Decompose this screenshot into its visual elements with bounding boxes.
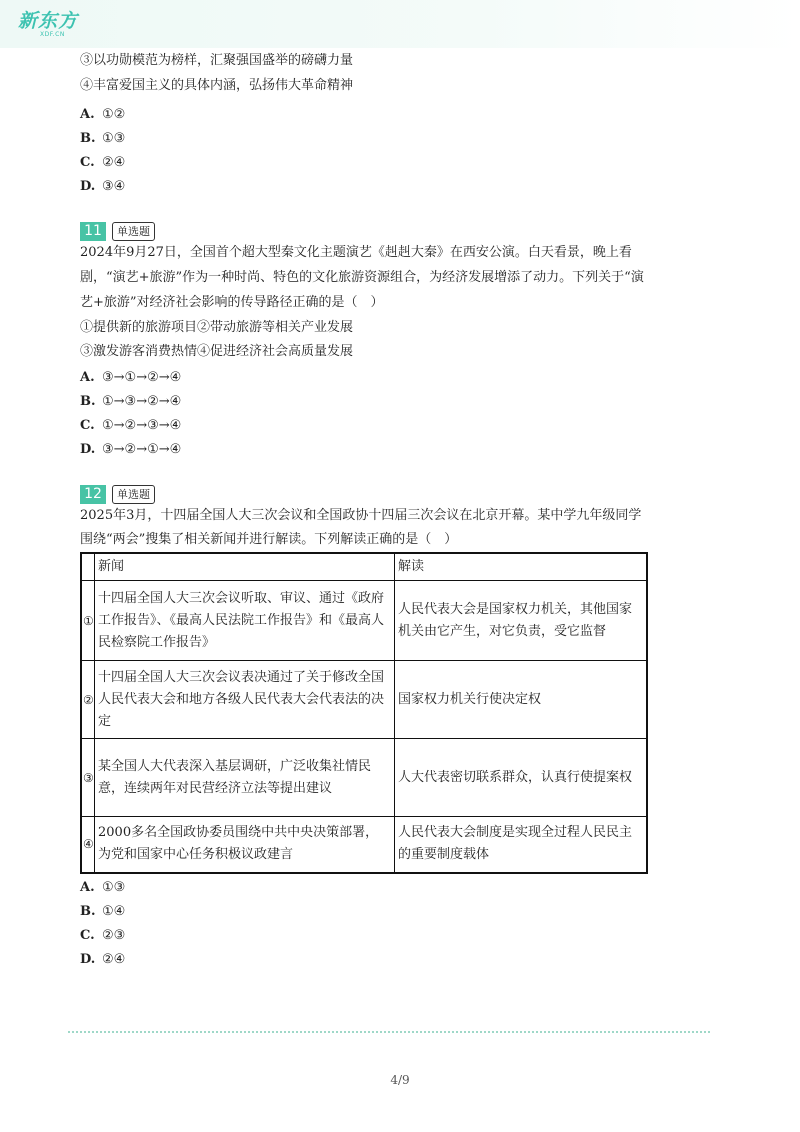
q10-statement-4: ④丰富爱国主义的具体内涵，弘扬伟大革命精神 xyxy=(80,78,354,93)
table-cell-blank xyxy=(81,553,95,581)
q10-option-a[interactable] xyxy=(80,106,125,124)
q11-option-a[interactable] xyxy=(80,369,181,387)
q11-stem-line-2: 剧，“演艺+旅游”作为一种时尚、特色的文化旅游资源组合，为经济发展增添了动力。下列关于“演 xyxy=(80,270,644,285)
q10-option-c[interactable] xyxy=(80,154,125,172)
table-row xyxy=(81,739,647,817)
q12-stem-line-1: 2025年3月，十四届全国人大三次会议和全国政协十四届三次会议在北京开幕。某中学九年级同学 xyxy=(80,508,642,523)
option-letter: C. xyxy=(80,418,95,433)
xdf-logo xyxy=(18,10,88,44)
row-index: ① xyxy=(81,581,95,661)
question-number-badge: 12 xyxy=(80,485,106,504)
option-letter: D. xyxy=(80,952,96,967)
news-interpretation-table xyxy=(80,552,648,874)
header-band xyxy=(0,0,800,48)
q12-option-c[interactable] xyxy=(80,927,125,945)
option-text: ①③ xyxy=(102,880,126,895)
news-cell: 2000多名全国政协委员围绕中共中央决策部署，为党和国家中心任务积极议政建言 xyxy=(95,817,395,873)
row-index: ④ xyxy=(81,817,95,873)
option-text: ③④ xyxy=(102,179,126,194)
question-type-badge: 单选题 xyxy=(112,222,155,241)
q11-stem-line-1: 2024年9月27日，全国首个超大型秦文化主题演艺《赳赳大秦》在西安公演。白天看景，晚上看 xyxy=(80,245,632,260)
news-cell: 某全国人大代表深入基层调研，广泛收集社情民意，连续两年对民营经济立法等提出建议 xyxy=(95,739,395,817)
option-text: ②③ xyxy=(102,928,126,943)
q11-option-c[interactable] xyxy=(80,417,181,435)
option-text: ①② xyxy=(102,107,126,122)
option-letter: B. xyxy=(80,131,96,146)
option-letter: C. xyxy=(80,928,95,943)
table-row xyxy=(81,817,647,873)
q12-option-d[interactable] xyxy=(80,951,125,969)
news-cell: 十四届全国人大三次会议表决通过了关于修改全国人民代表大会和地方各级人民代表大会代表法的决定 xyxy=(95,661,395,739)
option-letter: A. xyxy=(80,370,95,385)
option-letter: B. xyxy=(80,904,96,919)
q12-stem-line-2: 围绕“两会”搜集了相关新闻并进行解读。下列解读正确的是（ ） xyxy=(80,532,458,547)
interpretation-cell: 人大代表密切联系群众，认真行使提案权 xyxy=(395,739,648,817)
question-type-badge: 单选题 xyxy=(112,485,155,504)
option-letter: C. xyxy=(80,155,95,170)
news-cell: 十四届全国人大三次会议听取、审议、通过《政府工作报告》、《最高人民法院工作报告》和《最高人民检察院工作报告》 xyxy=(95,581,395,661)
option-letter: A. xyxy=(80,107,95,122)
table-header-row xyxy=(81,553,647,581)
option-text: ①→③→②→④ xyxy=(102,394,182,409)
logo-subtext: XDF.CN xyxy=(40,31,65,38)
option-text: ①③ xyxy=(102,131,126,146)
q11-stem-line-3: 艺+旅游”对经济社会影响的传导路径正确的是（ ） xyxy=(80,295,384,310)
table-header-news: 新闻 xyxy=(95,553,395,581)
table-row xyxy=(81,581,647,661)
q11-statements-1-2: ①提供新的旅游项目②带动旅游等相关产业发展 xyxy=(80,320,354,335)
option-text: ①④ xyxy=(102,904,126,919)
option-letter: D. xyxy=(80,179,96,194)
option-letter: B. xyxy=(80,394,96,409)
page-number: 4/9 xyxy=(390,1073,410,1087)
interpretation-cell: 人民代表大会是国家权力机关，其他国家机关由它产生，对它负责，受它监督 xyxy=(395,581,648,661)
table-header-interpretation: 解读 xyxy=(395,553,648,581)
option-text: ③→①→②→④ xyxy=(102,370,182,385)
q11-option-b[interactable] xyxy=(80,393,181,411)
option-text: ②④ xyxy=(102,155,126,170)
option-text: ③→②→①→④ xyxy=(102,442,182,457)
q12-option-b[interactable] xyxy=(80,903,125,921)
option-letter: D. xyxy=(80,442,96,457)
q10-statement-3: ③以功勋模范为榜样，汇聚强国盛举的磅礴力量 xyxy=(80,53,354,68)
q12-option-a[interactable] xyxy=(80,879,125,897)
q11-option-d[interactable] xyxy=(80,441,181,459)
logo-text: 新东方 xyxy=(18,10,79,32)
option-letter: A. xyxy=(80,880,95,895)
q10-option-d[interactable] xyxy=(80,178,125,196)
q10-option-b[interactable] xyxy=(80,130,125,148)
row-index: ② xyxy=(81,661,95,739)
interpretation-cell: 国家权力机关行使决定权 xyxy=(395,661,648,739)
option-text: ①→②→③→④ xyxy=(102,418,182,433)
table-row xyxy=(81,661,647,739)
interpretation-cell: 人民代表大会制度是实现全过程人民民主的重要制度载体 xyxy=(395,817,648,873)
q11-statements-3-4: ③激发游客消费热情④促进经济社会高质量发展 xyxy=(80,344,354,359)
question-number-badge: 11 xyxy=(80,222,106,241)
row-index: ③ xyxy=(81,739,95,817)
option-text: ②④ xyxy=(102,952,126,967)
footer-divider xyxy=(68,1031,710,1033)
